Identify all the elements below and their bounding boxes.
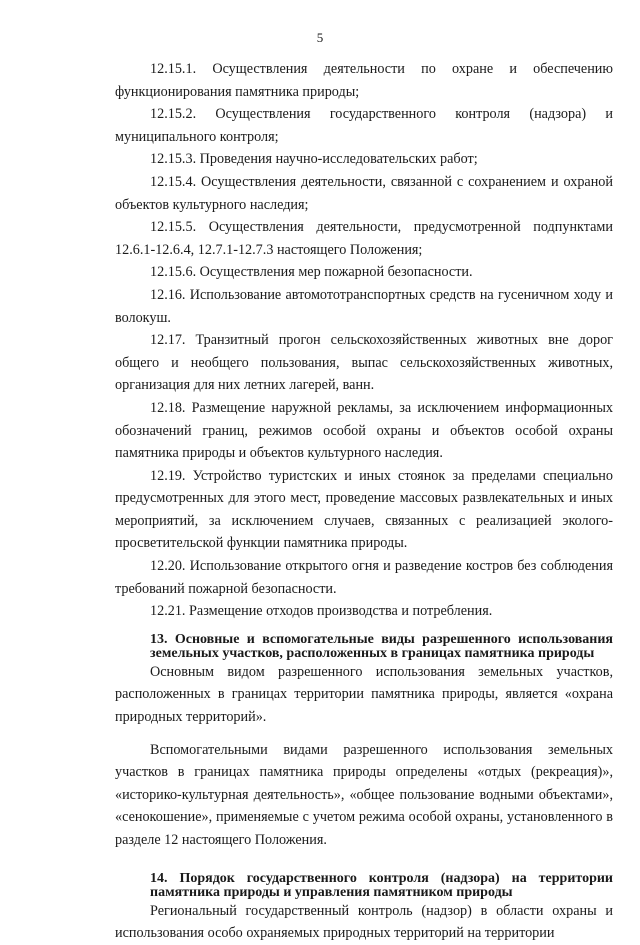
spacer <box>115 729 613 739</box>
section-14-paragraph-1: Региональный государственный контроль (надзор) в области охраны и использования особо охраняемых природных территорий на территории <box>115 902 613 942</box>
section-13-paragraph-2: Вспомогательными видами разрешенного использования земельных участков в границах памятника природы определены «отдых (рекреация)», «историко-культурная деятельность», «общее пользование водными объектами», «сенокошение», применяемые с учетом режима особой охраны, установленного в разделе 12 настоящего Положения. <box>115 741 613 848</box>
clause-12-21: 12.21. Размещение отходов производства и потребления. <box>150 603 493 620</box>
clause-12-15-2: 12.15.2. Осуществления государственного контроля (надзора) и муниципального контроля; <box>115 106 613 145</box>
clause-12-15-4: 12.15.4. Осуществления деятельности, связанной с сохранением и охраной объектов культурного наследия; <box>115 173 613 213</box>
clause-12-19: 12.19. Устройство туристских и иных стоянок за пределами специально предусмотренных для этого мест, проведение массовых развлекательных и иных мероприятий, за исключением случаев, связанных с реализацией эколого-просветительской функции памятника природы. <box>115 467 613 552</box>
clause-12-17: 12.17. Транзитный прогон сельскохозяйственных животных вне дорог общего и необщего пользования, выпас сельскохозяйственных животных, организация для них летних лагерей, ванн. <box>115 332 613 394</box>
section-14-heading: 14. Порядок государственного контроля (надзора) на территории памятника природы и управления памятником природы <box>150 870 613 900</box>
clause-12-15-6: 12.15.6. Осуществления мер пожарной безопасности. <box>150 264 473 281</box>
spacer <box>115 852 613 872</box>
section-13-paragraph-1: Основным видом разрешенного использования земельных участков, расположенных в границах территории памятника природы, является «охрана природных территорий». <box>115 663 613 726</box>
clause-12-15-5: 12.15.5. Осуществления деятельности, предусмотренной подпунктами 12.6.1-12.6.4, 12.7.1-12.7.3 настоящего Положения; <box>115 219 613 258</box>
page-number: 5 <box>316 30 324 45</box>
clause-12-18: 12.18. Размещение наружной рекламы, за исключением информационных обозначений границ, режимов особой охраны и объектов особой охраны памятника природы и объектов культурного наследия. <box>115 399 613 462</box>
clause-12-15-3: 12.15.3. Проведения научно-исследовательских работ; <box>150 151 478 168</box>
clause-12-15-1: 12.15.1. Осуществления деятельности по охране и обеспечению функционирования памятника природы; <box>115 61 613 100</box>
document-body <box>115 58 613 945</box>
section-13-heading: 13. Основные и вспомогательные виды разрешенного использования земельных участков, расположенных в границах памятника природы <box>150 631 613 661</box>
clause-12-20: 12.20. Использование открытого огня и разведение костров без соблюдения требований пожарной безопасности. <box>115 558 613 597</box>
clause-12-16: 12.16. Использование автомототранспортных средств на гусеничном ходу и волокуш. <box>115 286 613 326</box>
